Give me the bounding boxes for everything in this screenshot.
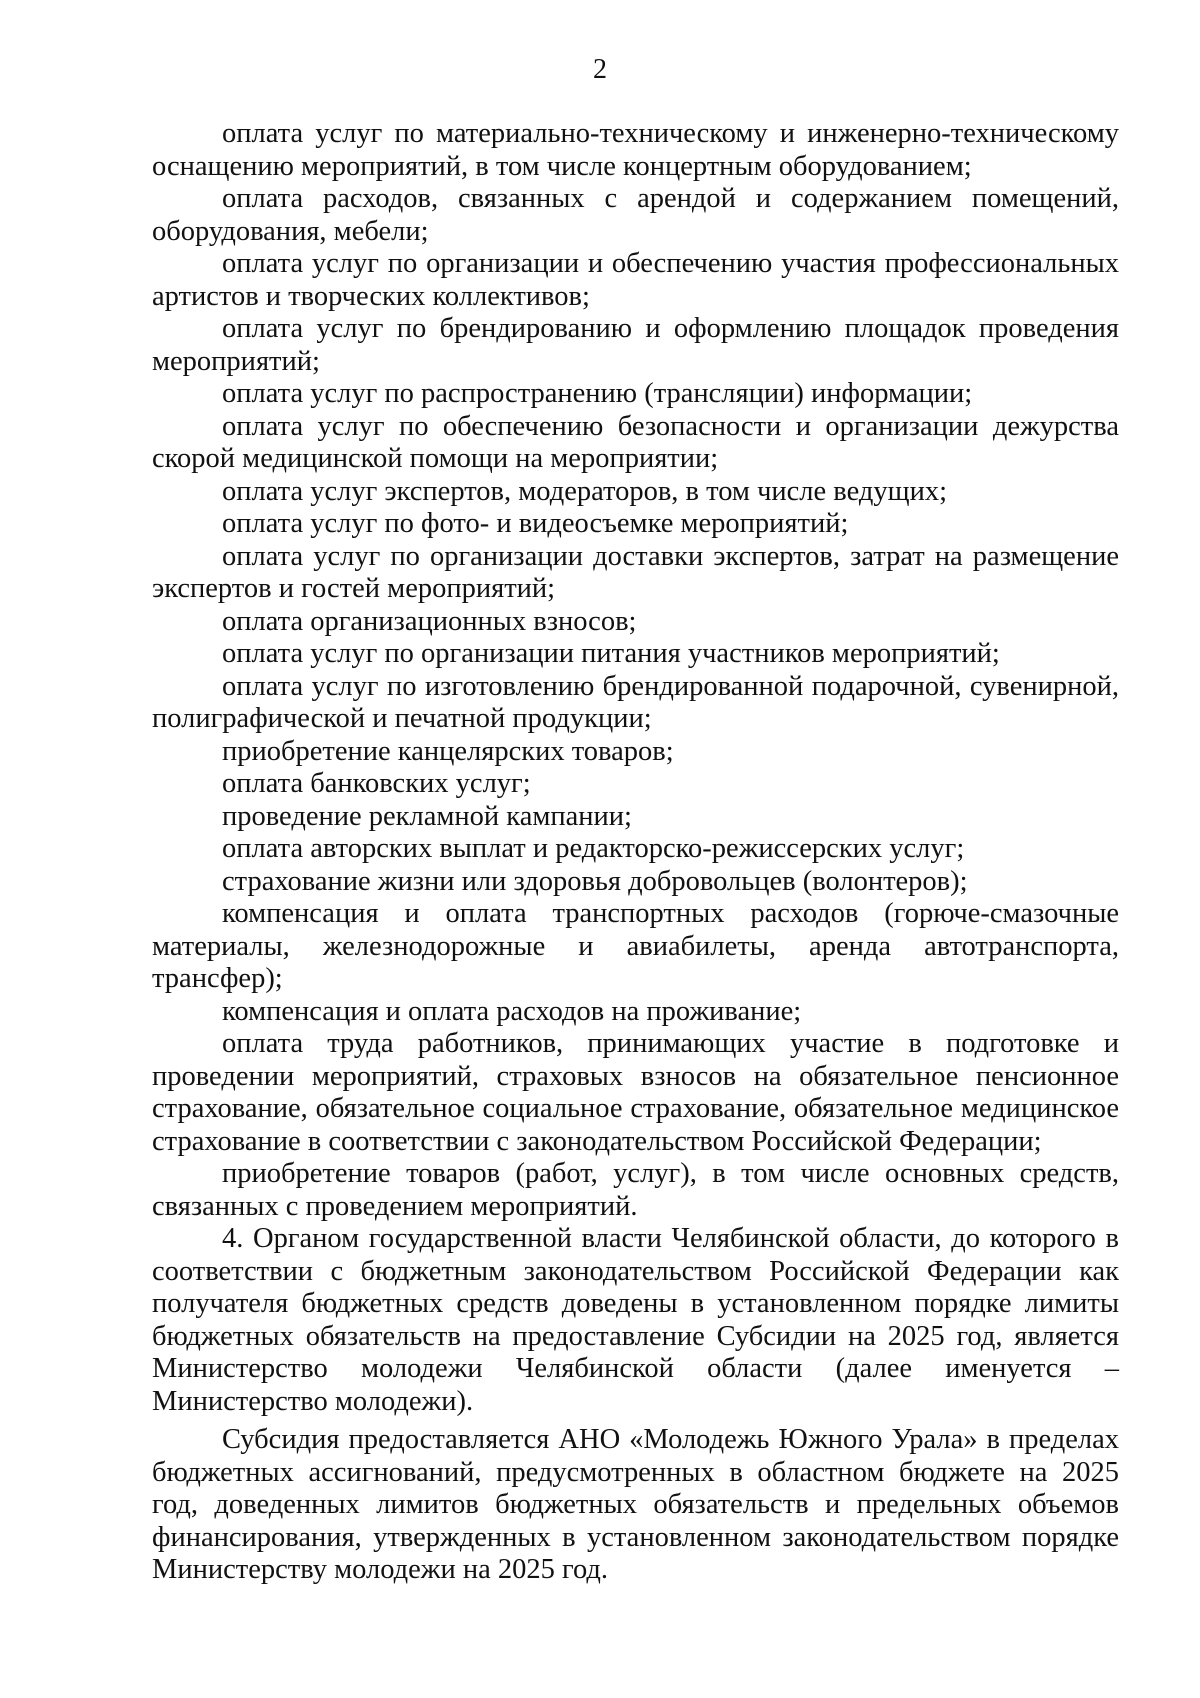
list-item: оплата услуг по обеспечению безопасности и организации дежурства скорой медицинской помощи на мероприятии; [152, 410, 1119, 474]
list-item: оплата услуг по распространению (трансляции) информации; [222, 378, 973, 409]
list-item: оплата услуг по изготовлению брендированной подарочной, сувенирной, полиграфической и печатной продукции; [152, 670, 1119, 734]
list-item: оплата услуг экспертов, модераторов, в том числе ведущих; [222, 475, 947, 507]
list-item: оплата услуг по материально-техническому и инженерно-техническому оснащению мероприятий, в том числе концертным оборудованием; [152, 118, 1119, 182]
list-item: проведение рекламной кампании; [222, 800, 632, 832]
list-item: оплата услуг по организации питания участников мероприятий; [222, 638, 1000, 669]
list-item: оплата авторских выплат и редакторско-режиссерских услуг; [222, 833, 965, 864]
section-paragraph: 4. Органом государственной власти Челябинской области, до которого в соответствии с бюджетным законодательством Российской Федерации как получателя бюджетных средств доведены в установленном порядке лимиты бюджетных обязательств на предоставление Субсидии на 2025 год, является Министерство молодежи Челябинской области (далее именуется – Министерство молодежи). [152, 1223, 1119, 1417]
page-number: 2 [593, 54, 607, 85]
list-item: страхование жизни или здоровья добровольцев (волонтеров); [222, 865, 968, 897]
list-item: оплата банковских услуг; [222, 768, 531, 799]
list-item: оплата организационных взносов; [222, 605, 637, 637]
list-item: оплата услуг по организации и обеспечению участия профессиональных артистов и творческих коллективов; [152, 248, 1119, 312]
subsidy-paragraph: Субсидия предоставляется АНО «Молодежь Южного Урала» в пределах бюджетных ассигнований, предусмотренных в областном бюджете на 2025 год, доведенных лимитов бюджетных обязательств и предельных объемов финансирования, утвержденных в установленном законодательством порядке Министерству молодежи на 2025 год. [152, 1424, 1119, 1585]
list-item: оплата услуг по фото- и видеосъемке мероприятий; [222, 508, 849, 539]
list-item: оплата труда работников, принимающих участие в подготовке и проведении мероприятий, страховых взносов на обязательное пенсионное страхование, обязательное социальное страхование, обязательное медицинское страхование в соответствии с законодательством Российской Федерации; [152, 1028, 1119, 1157]
list-item: компенсация и оплата расходов на проживание; [222, 995, 802, 1027]
list-item: оплата услуг по организации доставки экспертов, затрат на размещение экспертов и гостей мероприятий; [152, 540, 1119, 604]
list-item: компенсация и оплата транспортных расходов (горюче-смазочные материалы, железнодорожные и авиабилеты, аренда автотранспорта, трансфер); [152, 898, 1119, 994]
document-body [152, 118, 1119, 1587]
list-item: приобретение товаров (работ, услуг), в том числе основных средств, связанных с проведением мероприятий. [152, 1158, 1119, 1222]
list-item: оплата расходов, связанных с арендой и содержанием помещений, оборудования, мебели; [152, 183, 1119, 247]
list-item: оплата услуг по брендированию и оформлению площадок проведения мероприятий; [152, 313, 1119, 377]
list-item: приобретение канцелярских товаров; [222, 735, 674, 767]
